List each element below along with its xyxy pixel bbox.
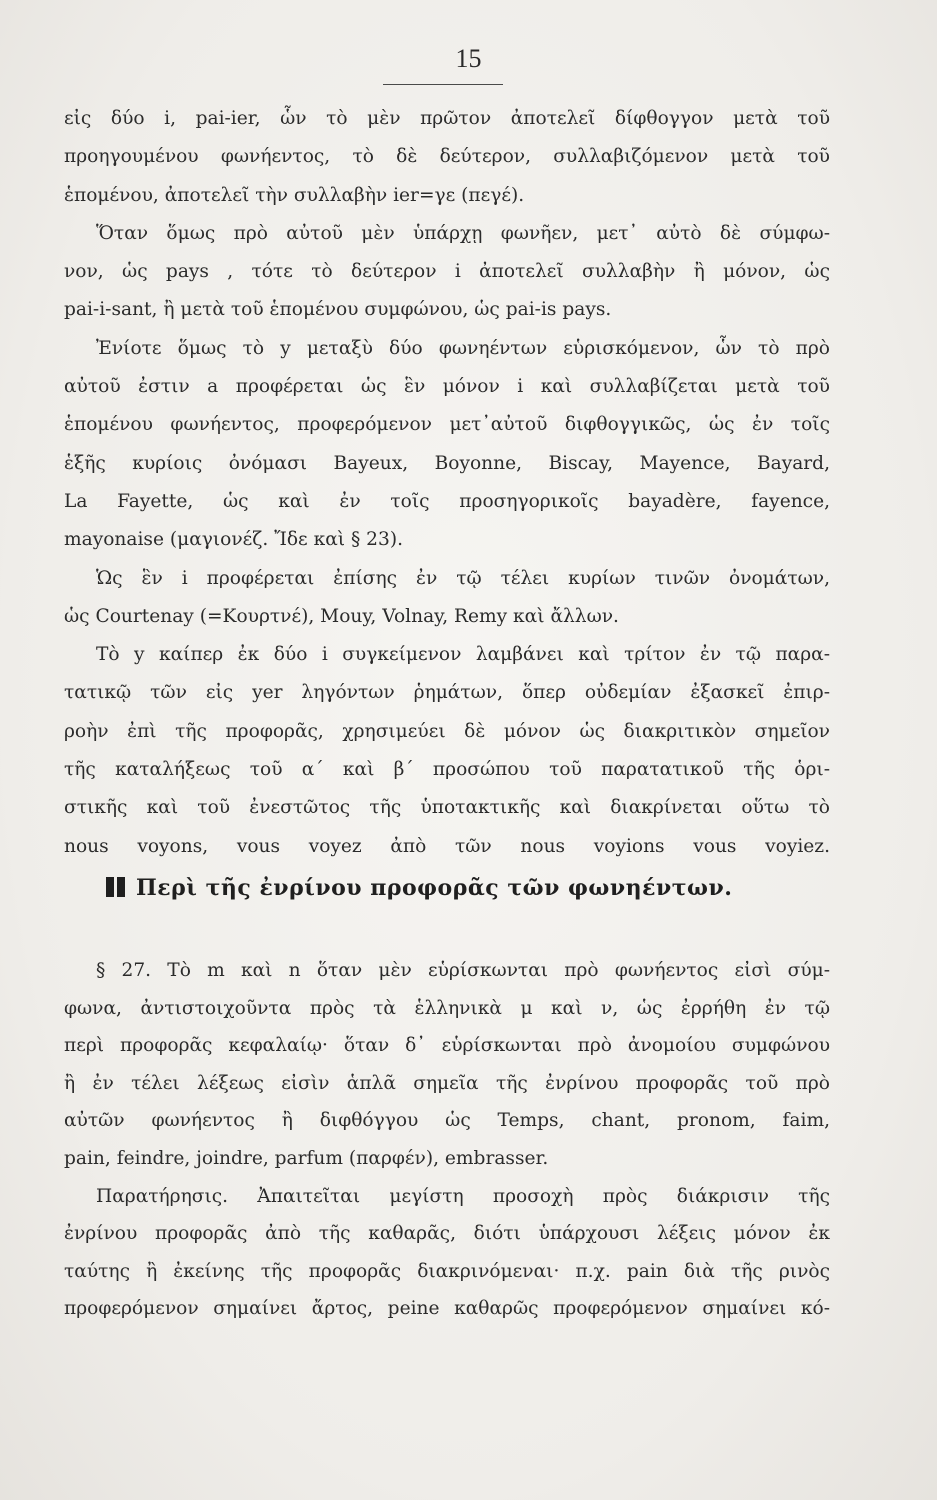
text-line: τῆς καταλήξεως τοῦ α´ καὶ β´ προσώπου τοῦ παρατατικοῦ τῆς ὁρι- — [64, 759, 830, 781]
text-line: ροὴν ἐπὶ τῆς προφορᾶς, χρησιμεύει δὲ μόνον ὡς διακριτικὸν σημεῖον — [64, 720, 830, 742]
text-line: εἰς δύο i, pai-ier, ὧν τὸ μὲν πρῶτον ἀποτελεῖ δίφθογγον μετὰ τοῦ — [64, 108, 830, 129]
text-line: pain, feindre, joindre, parfum (παρφέν), embrasser. — [64, 1147, 549, 1169]
text-line: προηγουμένου φωνήεντος, τὸ δὲ δεύτερον, συλλαβιζόμενον μετὰ τοῦ — [64, 146, 830, 168]
body-text-upper — [64, 100, 830, 866]
text-line: ταύτης ἢ ἐκείνης τῆς προφορᾶς διακρινόμεναι· π.χ. pain διὰ τῆς ρινὸς — [64, 1260, 830, 1282]
text-line: περὶ προφορᾶς κεφαλαίῳ· ὅταν δ᾽ εὑρίσκωνται πρὸ ἀνομοίου συμφώνου — [64, 1035, 830, 1057]
text-line: φωνα, ἀντιστοιχοῦντα πρὸς τὰ ἑλληνικὰ μ καὶ ν, ὡς ἐρρήθη ἐν τῷ — [64, 997, 830, 1019]
text-line: nous voyons, vous voyez ἀπὸ τῶν nous voyions vous voyiez. — [64, 835, 830, 857]
text-line: Ὡς ἓν i προφέρεται ἐπίσης ἐν τῷ τέλει κυρίων τινῶν ὀνομάτων, — [96, 567, 830, 589]
text-line: ἢ ἐν τέλει λέξεως εἰσὶν ἁπλᾶ σημεῖα τῆς ἐνρίνου προφορᾶς τοῦ πρὸ — [64, 1072, 830, 1094]
text-line: Παρατήρησις. Ἀπαιτεῖται μεγίστη προσοχὴ πρὸς διάκρισιν τῆς — [96, 1185, 830, 1207]
section-heading-text: Περὶ τῆς ἐνρίνου προφορᾶς τῶν φωνηέντων. — [136, 875, 733, 901]
text-line: ἑξῆς κυρίοις ὀνόμασι Bayeux, Boyonne, Biscay, Mayence, Bayard, — [64, 452, 830, 474]
section-heading — [106, 875, 826, 901]
text-line: ὡς Courtenay (=Κουρτνέ), Mouy, Volnay, Remy καὶ ἄλλων. — [64, 605, 619, 627]
section-mark-icon — [106, 877, 128, 897]
text-line: Ὅταν ὅμως πρὸ αὐτοῦ μὲν ὑπάρχῃ φωνῆεν, μετ᾽ αὐτὸ δὲ σύμφω- — [96, 222, 830, 244]
text-line: mayonaise (μαγιονέζ. Ἴδε καὶ § 23). — [64, 529, 403, 551]
text-line: La Fayette, ὡς καὶ ἐν τοῖς προσηγορικοῖς bayadère, fayence, — [64, 490, 830, 512]
page-number: 15 — [455, 44, 482, 73]
text-line: ἑπομένου, ἀποτελεῖ τὴν συλλαβὴν ier=γε (πεγέ). — [64, 184, 525, 206]
text-line: Ἐνίοτε ὅμως τὸ y μεταξὺ δύο φωνηέντων εὑρισκόμενον, ὧν τὸ πρὸ — [96, 337, 830, 359]
text-line: στικῆς καὶ τοῦ ἐνεστῶτος τῆς ὑποτακτικῆς καὶ διακρίνεται οὕτω τὸ — [64, 797, 830, 819]
text-line: τατικῷ τῶν εἰς yer ληγόντων ῥημάτων, ὅπερ οὐδεμίαν ἐξασκεῖ ἐπιρ- — [64, 682, 830, 704]
text-line: pai-i-sant, ἢ μετὰ τοῦ ἑπομένου συμφώνου, ὡς pai-is pays. — [64, 299, 612, 321]
page-number-rule — [383, 84, 503, 85]
text-line: αὐτῶν φωνήεντος ἢ διφθόγγου ὡς Temps, chant, pronom, faim, — [64, 1110, 830, 1132]
text-line: προφερόμενον σημαίνει ἄρτος, peine καθαρῶς προφερόμενον σημαίνει κό- — [64, 1298, 830, 1320]
text-line: ἐνρίνου προφορᾶς ἀπὸ τῆς καθαρᾶς, διότι ὑπάρχουσι λέξεις μόνον ἐκ — [64, 1223, 830, 1245]
text-line: ἑπομένου φωνήεντος, προφερόμενον μετ᾽αὐτοῦ διφθογγικῶς, ὡς ἐν τοῖς — [64, 414, 830, 436]
text-line: § 27. Τὸ m καὶ n ὅταν μὲν εὑρίσκωνται πρὸ φωνήεντος εἰσὶ σύμ- — [96, 960, 830, 981]
body-text-lower — [64, 952, 830, 1328]
text-line: αὐτοῦ ἐστιν a προφέρεται ὡς ἓν μόνον i καὶ συλλαβίζεται μετὰ τοῦ — [64, 376, 830, 398]
text-line: νον, ὡς pays , τότε τὸ δεύτερον i ἀποτελεῖ συλλαβὴν ἢ μόνον, ὡς — [64, 261, 830, 283]
text-line: Τὸ y καίπερ ἐκ δύο i συγκείμενον λαμβάνει καὶ τρίτον ἐν τῷ παρα- — [96, 644, 830, 666]
